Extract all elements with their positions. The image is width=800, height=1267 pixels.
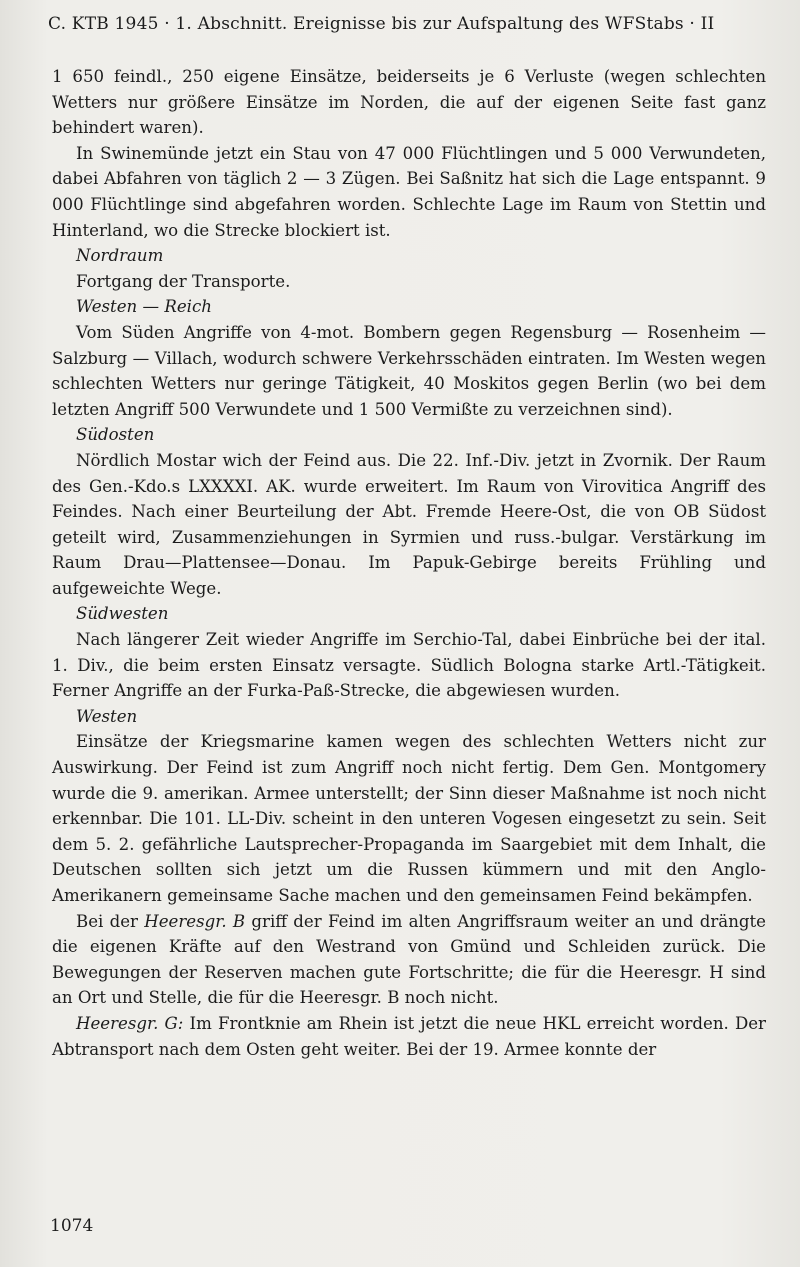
body-text [52, 64, 766, 1062]
paragraph: Fortgang der Transporte. [76, 271, 291, 291]
section-heading-nordraum: Nordraum [76, 246, 164, 266]
paragraph: 1 650 feindl., 250 eigene Einsätze, beiderseits je 6 Verluste (wegen schlechten Wetters nur größere Einsätze im Norden, die auf der eigenen Seite fast ganz behindert waren). [52, 67, 766, 138]
section-heading-westen: Westen [76, 706, 138, 726]
paragraph: In Swinemünde jetzt ein Stau von 47 000 Flüchtlingen und 5 000 Verwundeten, dabei Abfahren von täglich 2 — 3 Zügen. Bei Saßnitz hat sich die Lage entspannt. 9 000 Flüchtlinge sind abgefahren worden. Schlechte Lage im Raum von Stettin und Hinterland, wo die Strecke blockiert ist. [52, 143, 766, 240]
italic-run: Heeresgr. G: [76, 1013, 184, 1033]
page-number: 1074 [50, 1216, 94, 1236]
italic-run: Heeresgr. B [144, 911, 246, 931]
paragraph: Einsätze der Kriegsmarine kamen wegen des schlechten Wetters nicht zur Auswirkung. Der Feind ist zum Angriff noch nicht fertig. Dem Gen. Montgomery wurde die 9. amerikan. Armee unterstellt; der Sinn dieser Maßnahme ist noch nicht erkennbar. Die 101. LL-Div. scheint in den unteren Vogesen eingesetzt zu sein. Seit dem 5. 2. gefährliche Lautsprecher-Propaganda im Saargebiet mit dem Inhalt, die Deutschen sollten sich jetzt um die Russen kümmern und mit den Anglo-Amerikanern gemeinsame Sache machen und den gemeinsamen Feind bekämpfen. [52, 732, 766, 905]
text-run: Im Frontknie am Rhein ist jetzt die neue HKL erreicht worden. Der Abtransport nach dem Osten geht weiter. Bei der 19. Armee konnte der [52, 1013, 766, 1059]
paragraph: Nach längerer Zeit wieder Angriffe im Serchio-Tal, dabei Einbrüche bei der ital. 1. Div., die beim ersten Einsatz versagte. Südlich Bologna starke Artl.-Tätigkeit. Ferner Angriffe an der Furka-Paß-Strecke, die abgewiesen wurden. [52, 630, 766, 701]
paragraph [52, 1011, 766, 1062]
section-heading-suedwesten: Südwesten [76, 604, 169, 624]
text-run: griff der Feind im alten Angriffsraum weiter an und drängte die eigenen Kräfte auf den Westrand von Gmünd und Schleiden zurück. Die Bewegungen der Reserven machen gute Fortschritte; die für die Heeresgr. H sind an Ort und Stelle, die für die Heeresgr. B noch nicht. [52, 911, 766, 1008]
running-header: C. KTB 1945 · 1. Abschnitt. Ereignisse bis zur Aufspaltung des WFStabs · II [48, 14, 715, 34]
text-run: Bei der [76, 911, 145, 931]
section-heading-suedosten: Südosten [76, 425, 155, 445]
section-heading-westen-reich: Westen — Reich [76, 297, 212, 317]
paragraph: Nördlich Mostar wich der Feind aus. Die 22. Inf.-Div. jetzt in Zvornik. Der Raum des Gen.-Kdo.s LXXXXI. AK. wurde erweitert. Im Raum von Virovitica Angriff des Feindes. Nach einer Beurteilung der Abt. Fremde Heere-Ost, die von OB Südost geteilt wird, Zusammenziehungen in Syrmien und russ.-bulgar. Verstärkung im Raum Drau—Plattensee—Donau. Im Papuk-Gebirge bereits Frühling und aufgeweichte Wege. [52, 450, 766, 598]
paragraph [52, 909, 766, 1011]
paragraph: Vom Süden Angriffe von 4-mot. Bombern gegen Regensburg — Rosenheim — Salzburg — Villach, wodurch schwere Verkehrsschäden eintraten. Im Westen wegen schlechten Wetters nur geringe Tätigkeit, 40 Moskitos gegen Berlin (wo bei dem letzten Angriff 500 Verwundete und 1 500 Vermißte zu verzeichnen sind). [52, 322, 766, 419]
